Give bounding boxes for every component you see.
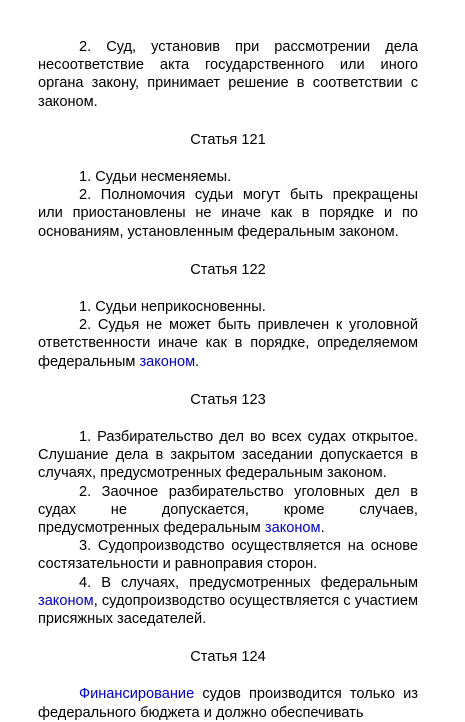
- law-link[interactable]: законом: [264, 520, 321, 537]
- article-122-paragraph-2: [38, 316, 418, 371]
- article-122-paragraph-2-text: 2. Судья не может быть привлечен к уголовной ответственности иначе как в порядке, определяемом федеральным: [38, 317, 418, 370]
- article-124-heading: Статья 124: [190, 649, 266, 666]
- article-121-paragraph-2: 2. Полномочия судьи могут быть прекращены или приостановлены не иначе как в порядке и по основаниям, установленным федеральным законом.: [38, 187, 418, 240]
- law-link[interactable]: законом: [139, 353, 196, 370]
- article-124-paragraph-1: [38, 685, 418, 721]
- article-123-paragraph-4: [38, 574, 418, 629]
- article-123-paragraph-2-text: 2. Заочное разбирательство уголовных дел в судах не допускается, кроме случаев, предусмотренных федеральным: [38, 483, 418, 537]
- article-121-paragraph-1: 1. Судьи несменяемы.: [79, 169, 232, 186]
- article-124-paragraph-1-text: судов производится только из федерального бюджета и должно обеспечивать: [38, 686, 418, 721]
- article-123-paragraph-4-text: 4. В случаях, предусмотренных федеральным: [79, 574, 418, 591]
- article-122-heading: Статья 122: [190, 261, 266, 278]
- article-123-heading: Статья 123: [190, 391, 266, 408]
- article-123-paragraph-2: [38, 483, 418, 538]
- article-123-paragraph-3: 3. Судопроизводство осуществляется на основе состязательности и равноправия сторон.: [38, 538, 418, 573]
- article-123-paragraph-4-end: , судопроизводство осуществляется с участием присяжных заседателей.: [38, 592, 418, 628]
- article-123-paragraph-2-end: .: [320, 520, 325, 537]
- article-122-paragraph-1: 1. Судьи неприкосновенны.: [79, 299, 266, 316]
- financing-link[interactable]: Финансирование: [79, 686, 195, 703]
- law-link[interactable]: законом: [38, 592, 94, 609]
- article-122-paragraph-2-end: .: [195, 353, 200, 370]
- document-page: [38, 38, 418, 722]
- article-120-paragraph-2: 2. Суд, установив при рассмотрении дела несоответствие акта государственного или иного органа закону, принимает решение в соответствии с законом.: [38, 39, 418, 110]
- article-123-paragraph-1: 1. Разбирательство дел во всех судах открытое. Слушание дела в закрытом заседании допускается в случаях, предусмотренных федеральным законом.: [38, 429, 418, 482]
- article-121-heading: Статья 121: [190, 131, 266, 148]
